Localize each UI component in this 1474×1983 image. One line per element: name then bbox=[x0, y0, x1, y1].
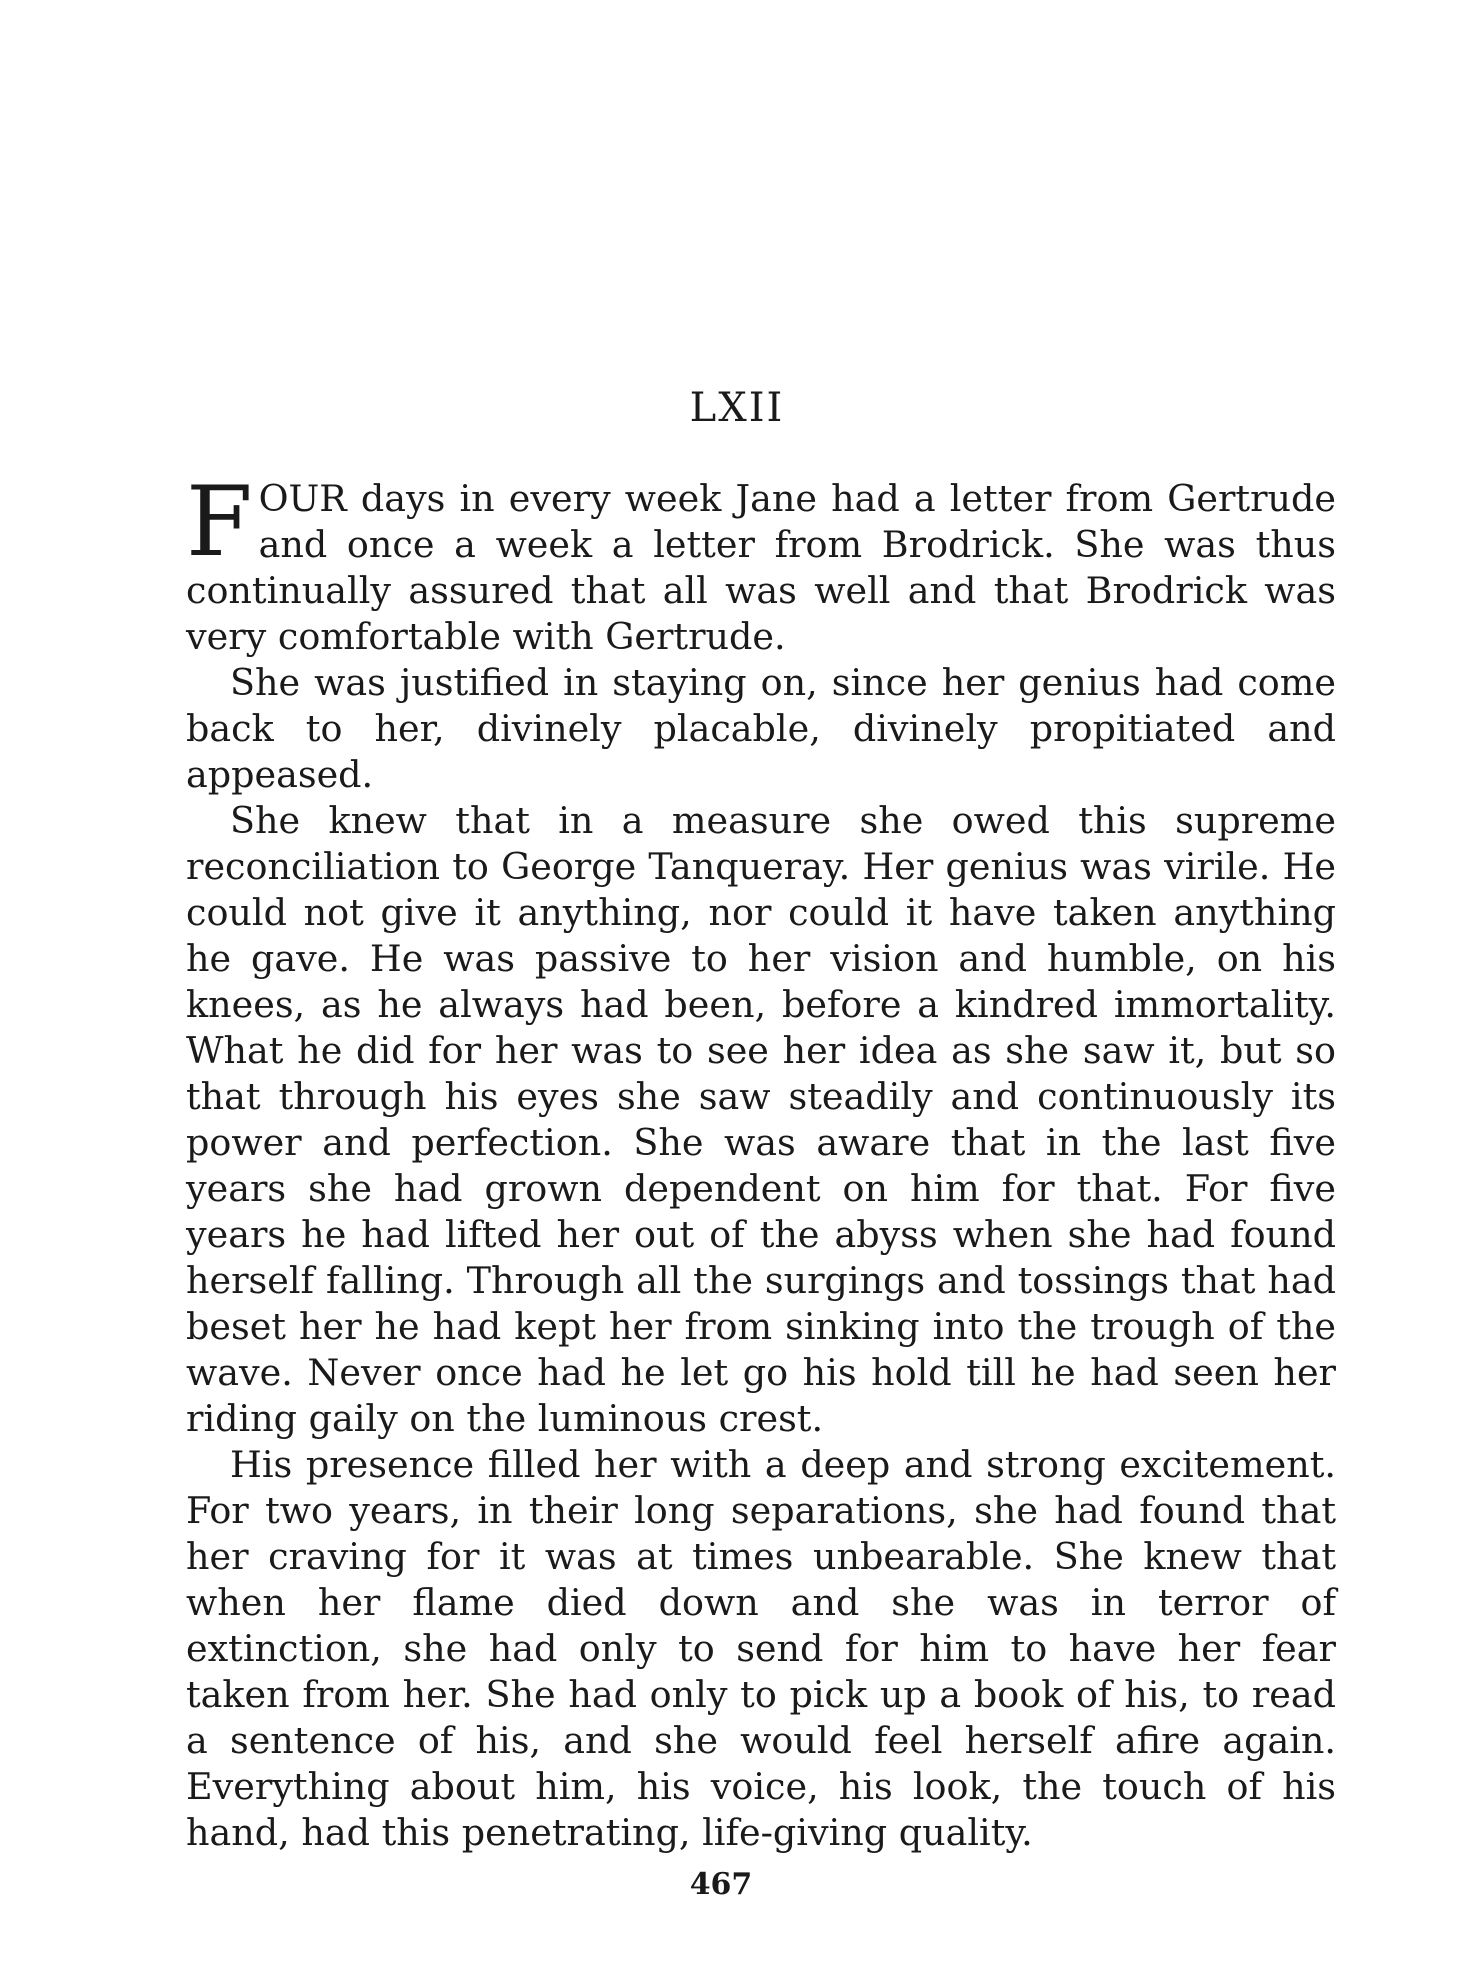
paragraph-1 bbox=[186, 466, 1336, 660]
paragraph-4 bbox=[186, 1442, 1336, 1856]
paragraph-text: She knew that in a measure she owed this supreme reconciliation to George Tanqueray. Her genius was virile. He could not give it anything, nor could it have taken anything he gave. He was passive to her vision and humble, on his knees, as he always had been, before a kindred immortality. What he did for her was to see her idea as she saw it, but so that through his eyes she saw steadily and continuously its power and perfection. She was aware that in the last five years she had grown dependent on him for that. For five years he had lifted her out of the abyss when she had found herself falling. Through all the surgings and tossings that had beset her he had kept her from sinking into the trough of the wave. Never once had he let go his hold till he had seen her riding gaily on the luminous crest. bbox=[186, 799, 1336, 1440]
paragraph-text: His presence filled her with a deep and strong excitement. For two years, in their long separations, she had found that her craving for it was at times unbearable. She knew that when her flame died down and she was in terror of extinction, she had only to send for him to have her fear taken from her. She had only to pick up a book of his, to read a sentence of his, and she would feel herself afire again. Everything about him, his voice, his look, the touch of his hand, had this penetrating, life-giving quality. bbox=[186, 1443, 1336, 1854]
paragraph-3 bbox=[186, 798, 1336, 1442]
page-number: 467 bbox=[689, 1867, 753, 1902]
chapter-heading: LXII bbox=[689, 385, 785, 431]
paragraph-text: OUR days in every week Jane had a letter from Gertrude and once a week a letter from Brodrick. She was thus continually assured that all was well and that Brodrick was very comfortable with Gertrude. bbox=[186, 477, 1336, 658]
paragraph-text: She was justified in staying on, since her genius had come back to her, divinely placable, divinely propitiated and appeased. bbox=[186, 661, 1336, 796]
body-text bbox=[186, 466, 1336, 1856]
paragraph-2 bbox=[186, 660, 1336, 798]
drop-cap: F bbox=[186, 466, 253, 578]
